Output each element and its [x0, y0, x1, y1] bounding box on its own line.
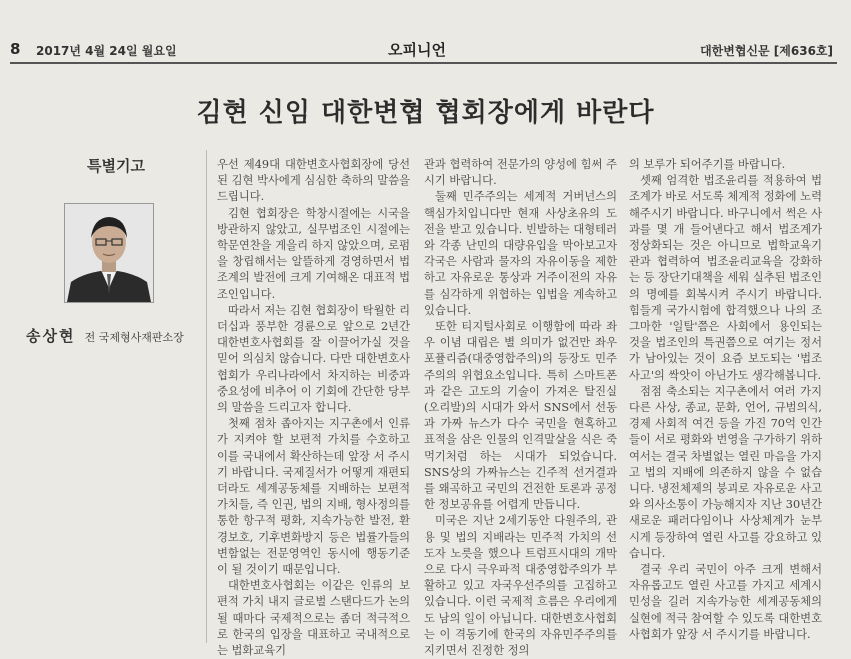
newspaper-name: 대한변협신문 [제636호] — [700, 44, 833, 58]
paragraph: 또한 티지털사회로 이행함에 따라 좌우 이념 대립은 별 의미가 없건만 좌우 포퓰리즘(대중영합주의)의 등장도 민주주의의 위협요소입니다. 특히 스마트폰과 같은 고도의 기술이 가져온 탈진실(오리발)의 시대가 와서 SNS에서 선동과 가짜 뉴스가 다수 국민을 현혹하고 표적을 삼은 인물의 인격말살을 식은 죽 먹기처럼 하는 시대가 되었습니다. SNS상의 가짜뉴스는 긴주적 선거결과를 왜곡하고 국민의 건전한 토론과 공정한 정보공유를 어렵게 만듭니다. — [424, 320, 617, 512]
paragraph: 관과 협력하여 전문가의 양성에 힘써 주시기 바랍니다. — [424, 158, 617, 188]
article-headline: 김현 신임 대한변협 협회장에게 바란다 — [196, 98, 655, 128]
article-column-3 — [629, 157, 822, 643]
author-photo — [64, 203, 154, 303]
issue-date: 2017년 4월 24일 월요일 — [36, 44, 177, 58]
paragraph: 셋째 엄격한 법조윤리를 적용하여 법조계가 바로 서도록 체계적 정화에 노력해주시기 바랍니다. 바구니에서 썩은 사과를 몇 개 들어낸다고 해서 법조계가 정상화되는 것은 아니므로 법학교육기관과 협력하여 법조윤리교육을 강화하는 등 장단기대책을 세워 실추된 법조인의 명예를 회복시켜 주시기 바랍니다. 힘들게 국가시험에 합격했으나 나의 조그마한 '일탈'쯤은 사회에서 용인되는 것을 법조인의 특권쯤으로 여기는 정서가 남아있는 것이 요즘 보도되는 '법조사고'의 싹앗이 아닌가도 생각해봅니다. — [629, 174, 822, 382]
author-title: 전 국제형사재판소장 — [84, 331, 184, 344]
article-column-1 — [217, 157, 410, 659]
author-byline — [26, 325, 184, 346]
paragraph: 대한변호사협회는 이같은 인류의 보편적 가치 내지 글로벌 스탠다드가 논의될 때마다 국제적으로는 좀더 적극적으로 한국의 입장을 대표하고 국내적으로는 법화교육기 — [217, 579, 410, 658]
column-divider — [206, 150, 207, 643]
paragraph: 첫째 점차 좁아지는 지구촌에서 인류가 지켜야 할 보편적 가치를 수호하고 이를 국내에서 확산하는데 앞장 서 주시기 바랍니다. 국제질서가 어떻게 재편되더라도 세계공동체를 지배하는 보편적 가치들, 즉 인권, 법의 지배, 형사정의를 통한 항구적 평화, 지속가능한 발전, 환경보호, 기후변화방지 등은 법률가들의 변함없는 전문영역인 동시에 행동기준이 될 것이기 때문입니다. — [217, 417, 410, 577]
paragraph: 결국 우리 국민이 아주 크게 변해서 자유롭고도 열린 사고를 가지고 세계시민성을 길러 지속가능한 세계공동체의 실현에 적극 참여할 수 있도록 대한변호사협회가 앞장 서 주시기를 바랍니다. — [629, 563, 822, 641]
page-header — [0, 0, 851, 64]
header-rule — [10, 62, 837, 64]
column-label: 특별기고 — [87, 157, 145, 175]
paragraph: 따라서 저는 김현 협회장이 탁월한 리더십과 풍부한 경륜으로 앞으로 2년간 대한변호사협회를 잘 이끌어가실 것을 믿어 의심치 않습니다. 다만 대한변호사협회가 우리나라에서 차지하는 비중과 중요성에 비추어 이 기회에 간단한 당부의 말씀을 드리고자 합니다. — [217, 303, 410, 415]
article-column-2 — [424, 157, 617, 659]
paragraph: 의 보루가 되어주기를 바랍니다. — [629, 158, 786, 171]
paragraph: 우선 제49대 대한변호사협회장에 당선된 김현 박사에게 심심한 축하의 말씀을 드립니다. — [217, 158, 410, 204]
author-name: 송상현 — [26, 327, 76, 345]
paragraph: 미국은 지난 2세기동안 다원주의, 관용 및 법의 지배라는 민주적 가치의 선도자 노릇을 했으나 트럼프시대의 개막으로 다시 극우파적 대중영합주의가 부활하고 있고 자국우선주의를 고집하고 있습니다. 이런 국제적 흐름은 우리에게도 남의 일이 아닙니다. 대한변호사협회는 이 격동기에 한국의 자유민주주의를 지키면서 진정한 정의 — [424, 514, 617, 658]
section-title: 오피니언 — [388, 41, 446, 59]
paragraph: 김현 협회장은 학창시절에는 시국을 방관하지 않았고, 실무법조인 시절에는 학문연찬을 게을리 하지 않았으며, 로펌을 창립해서는 알뜰하게 경영하면서 법조계의 발전에 크게 기여해온 대표적 법조인입니다. — [217, 206, 410, 301]
page-number: 8 — [10, 40, 21, 58]
paragraph: 둘째 민주주의는 세계적 거버넌스의 핵심가치입니다만 현재 사상초유의 도전을 받고 있습니다. 빈발하는 대형테러와 각종 난민의 대량유입을 막아보고자 각국은 사람과 물자의 자유이동을 제한하고 자유로운 통상과 거주이전의 자유를 심각하게 위협하는 입법을 계속하고 있습니다. — [424, 190, 617, 317]
byline-column — [12, 155, 200, 345]
paragraph: 점점 축소되는 지구촌에서 여러 가지 다른 사상, 종교, 문화, 언어, 규범의식, 경제 사회적 여건 등을 가진 70억 인간들이 서로 평화와 번영을 구가하기 위하여서는 결국 차별없는 열린 마음을 가지고 법의 지배에 의존하지 않을 수 없습니다. 냉전체제의 붕괴로 자유로운 사고와 의사소통이 가능해지자 지난 30년간 새로운 패러다임이나 사상체계가 눈부시게 등장하여 열린 사고를 강요하고 있습니다. — [629, 384, 822, 560]
author-portrait-image — [65, 204, 153, 302]
